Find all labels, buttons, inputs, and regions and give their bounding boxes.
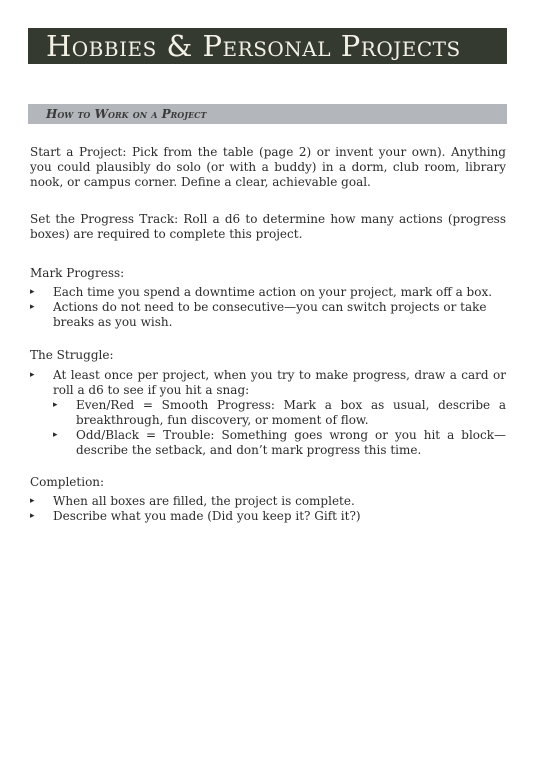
list-item-text: When all boxes are filled, the project is complete. [53, 494, 355, 508]
triangle-bullet-icon: ▸ [30, 302, 35, 312]
start-project-paragraph: Start a Project: Pick from the table (page 2) or invent your own). Anything you could plausibly do solo (or with a buddy) in a dorm, club room, library nook, or campus corner. Define a clear, achievable goal. [30, 145, 506, 189]
section-title: How to Work on a Project [28, 104, 507, 124]
list-item [53, 398, 506, 428]
struggle-sub-list [53, 398, 506, 458]
list-item [30, 285, 506, 300]
completion-list [30, 494, 506, 524]
page-title: Hobbies & Personal Projects [28, 28, 507, 64]
struggle-heading: The Struggle: [30, 348, 114, 362]
completion-heading: Completion: [30, 475, 105, 489]
triangle-bullet-icon: ▸ [30, 511, 35, 521]
list-item-text: Describe what you made (Did you keep it? Gift it?) [53, 509, 361, 523]
struggle-list [30, 368, 506, 458]
list-item-text: Odd/Black = Trouble: Something goes wrong or you hit a block—describe the setback, and don’t mark progress this time. [76, 428, 506, 457]
list-item [30, 368, 506, 458]
progress-track-paragraph: Set the Progress Track: Roll a d6 to determine how many actions (progress boxes) are required to complete this project. [30, 212, 506, 241]
triangle-bullet-icon: ▸ [53, 400, 58, 410]
mark-progress-heading: Mark Progress: [30, 266, 125, 280]
triangle-bullet-icon: ▸ [30, 370, 35, 380]
triangle-bullet-icon: ▸ [30, 496, 35, 506]
list-item-text: At least once per project, when you try to make progress, draw a card or roll a d6 to see if you hit a snag: [53, 368, 506, 397]
list-item [30, 494, 506, 509]
list-item-text: Even/Red = Smooth Progress: Mark a box as usual, describe a breakthrough, fun discovery, or moment of flow. [76, 398, 506, 427]
list-item [30, 300, 506, 330]
list-item [30, 509, 506, 524]
list-item-text: Actions do not need to be consecutive—you can switch projects or take breaks as you wish. [53, 300, 487, 329]
list-item [53, 428, 506, 458]
mark-progress-list [30, 285, 506, 330]
list-item-text: Each time you spend a downtime action on your project, mark off a box. [53, 285, 493, 299]
triangle-bullet-icon: ▸ [30, 287, 35, 297]
triangle-bullet-icon: ▸ [53, 430, 58, 440]
